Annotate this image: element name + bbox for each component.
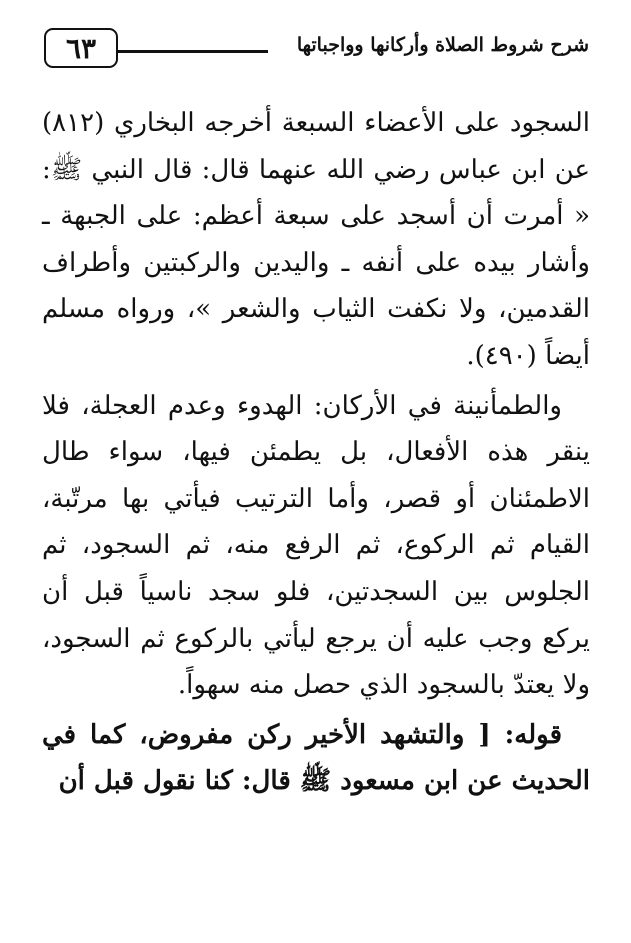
paragraph-tumaninah-text: والطمأنينة في الأركان: الهدوء وعدم العجلة، فلا ينقر هذه الأفعال، بل يطمئن فيها، سواء طال الاطمئنان أو قصر، وأما الترتيب فيأتي بها مرتّبة، القيام ثم الركوع، ثم الرفع منه، ثم السجود، ثم الجلوس بين السجدتين، فلو سجد ناسياً قبل أن يركع وجب عليه أن يرجع ليأتي بالركوع ثم السجود، ولا يعتدّ بالسجود الذي حصل منه سهواً. <box>42 390 590 701</box>
paragraph-quote-text: قوله: [ والتشهد الأخير ركن مفروض، كما في الحديث عن ابن مسعود ﷺ قال: كنا نقول قبل أن <box>42 719 590 797</box>
paragraph-hadith: السجود على الأعضاء السبعة أخرجه البخاري (٨١٢) عن ابن عباس رضي الله عنهما قال: قال النبي ﷺ: « أمرت أن أسجد على سبعة أعظم: على الجبهة ـ وأشار بيده على أنفه ـ واليدين والركبتين وأطراف القدمين، ولا نكفت الثياب والشعر »، ورواه مسلم أيضاً (٤٩٠). <box>42 108 590 371</box>
page-header <box>44 28 589 72</box>
running-title: شرح شروط الصلاة وأركانها وواجباتها <box>296 34 589 56</box>
paragraph-quote <box>42 712 590 805</box>
header-rule <box>118 50 268 53</box>
page-number: ٦٣ <box>65 31 97 65</box>
paragraph-tumaninah <box>42 383 590 709</box>
page-number-box <box>44 28 118 68</box>
body-text <box>42 100 590 805</box>
